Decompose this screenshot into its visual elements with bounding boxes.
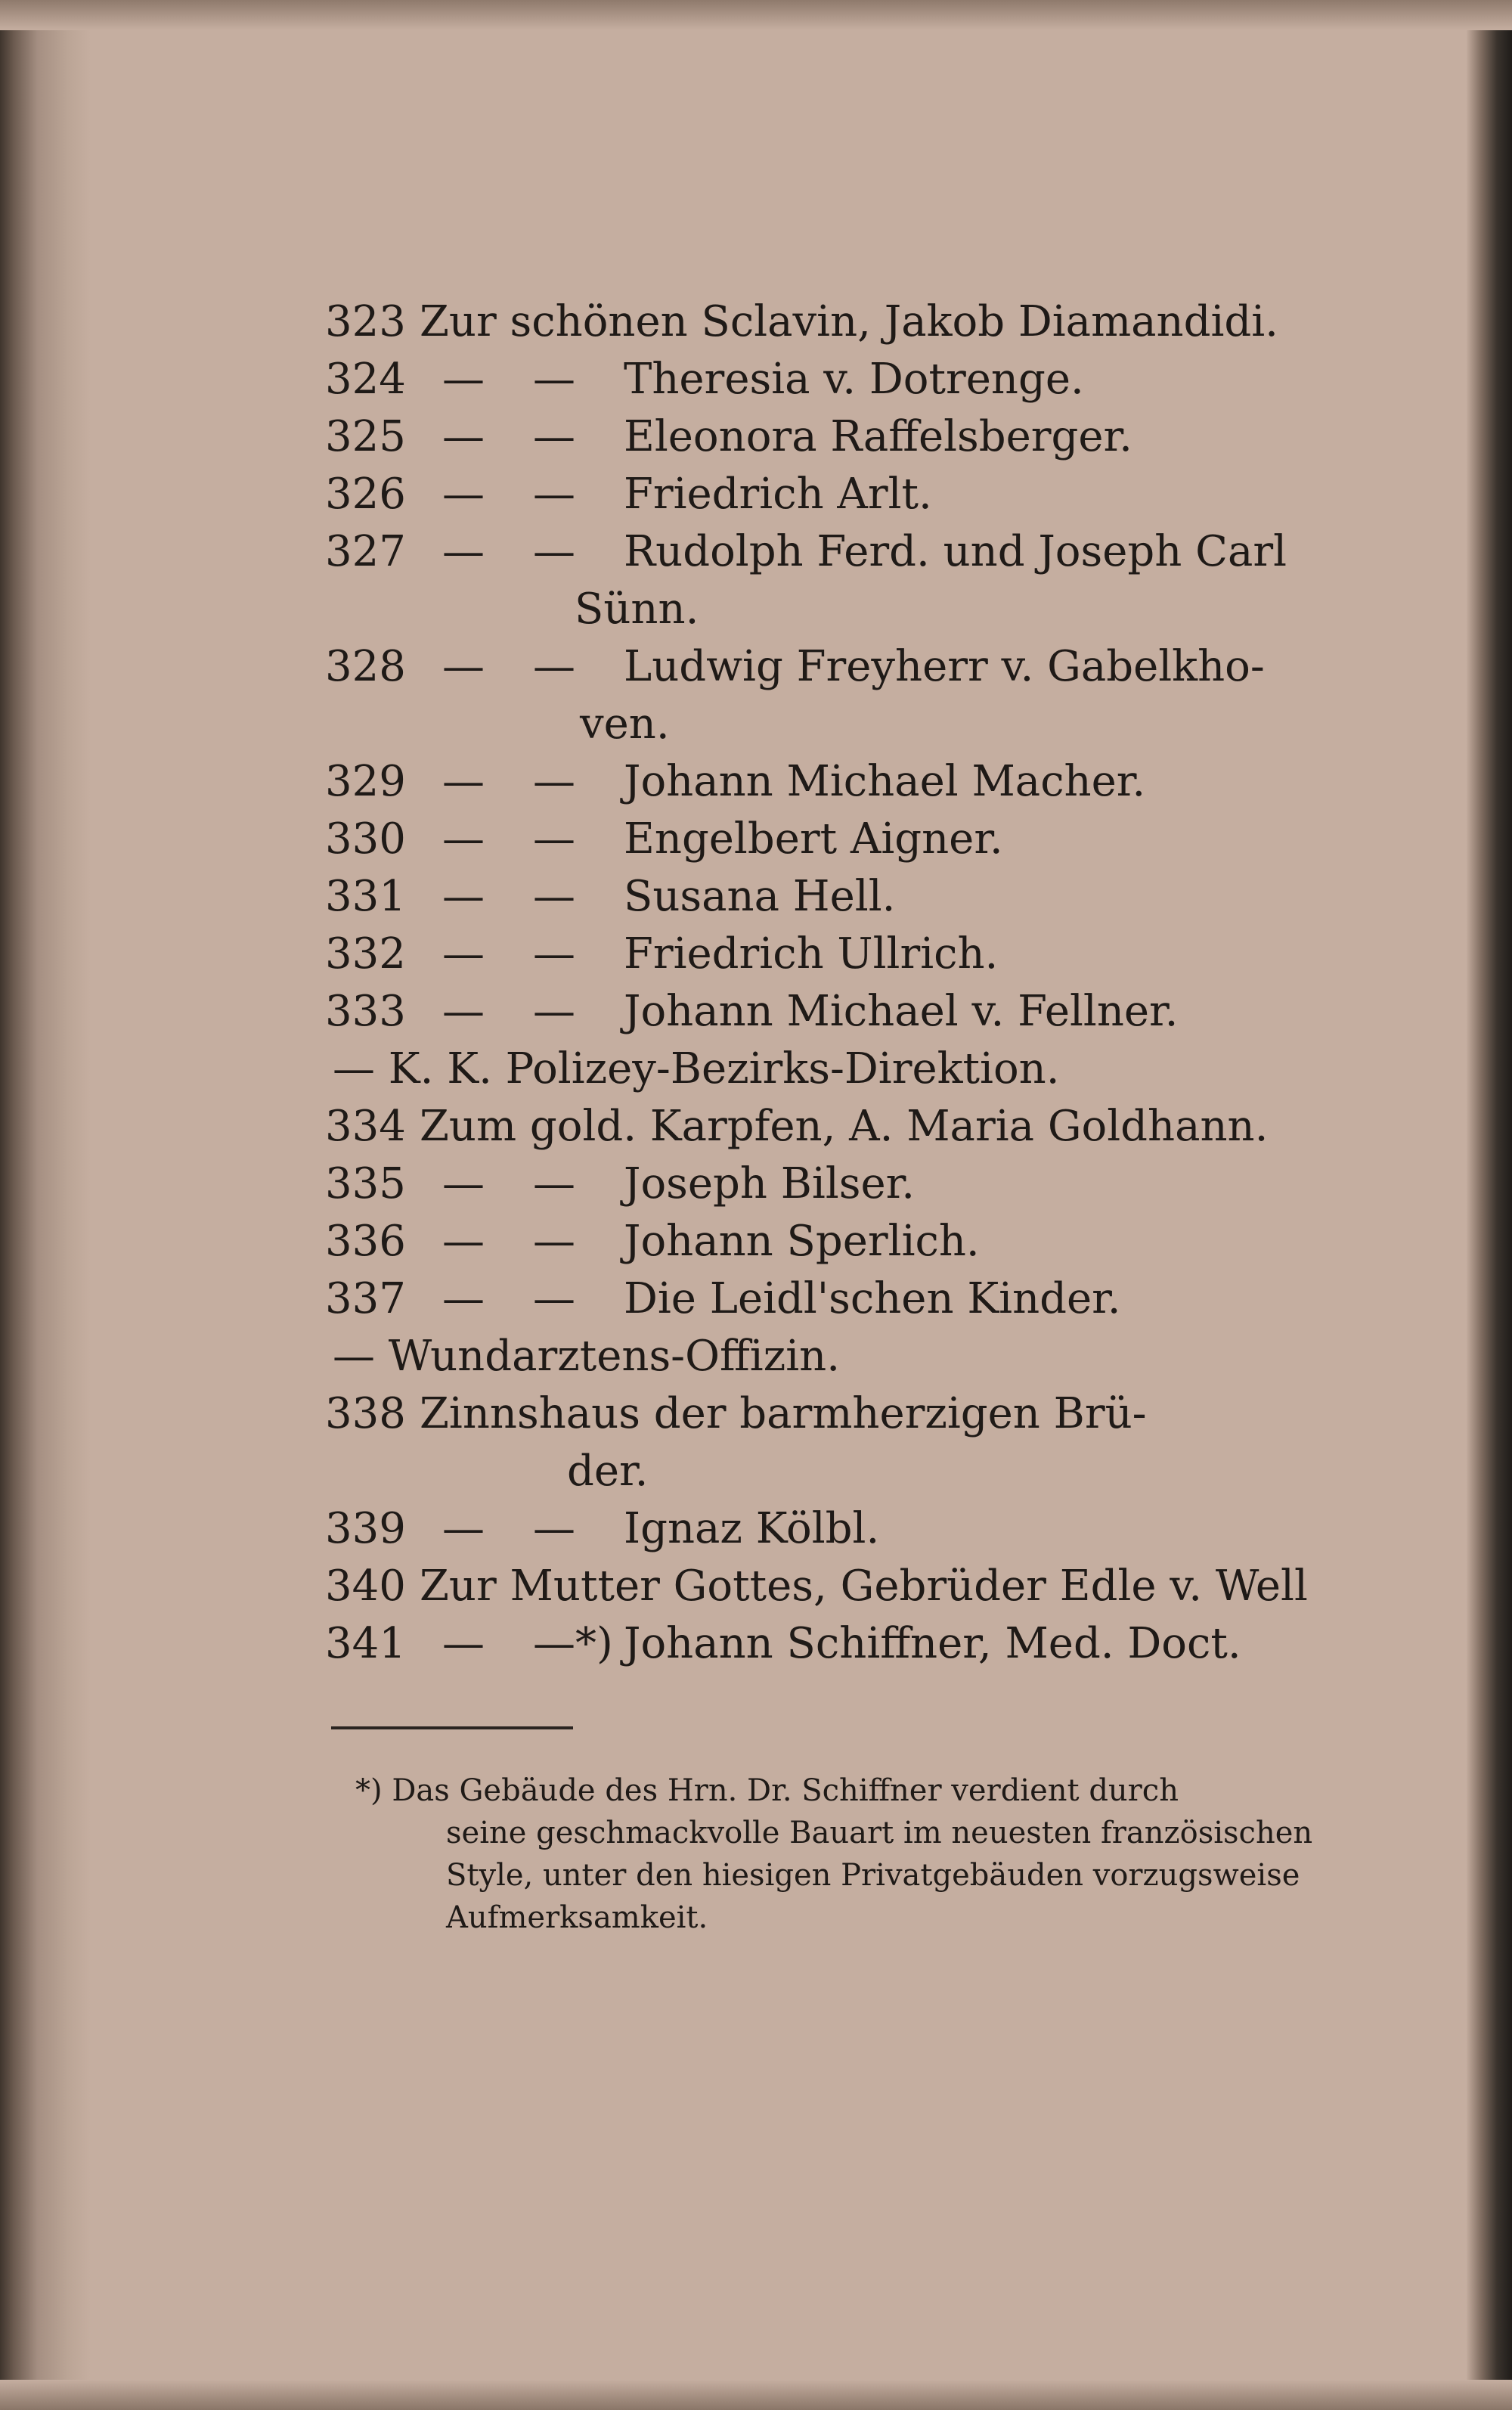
entry-text: Zur schönen Sclavin, Jakob Diamandidi. [420, 297, 1278, 346]
ditto-dash: — [442, 1217, 485, 1266]
entry-owner: Johann Sperlich. [624, 1217, 980, 1266]
entry-number: 331 [325, 872, 406, 921]
entry-336 [325, 1213, 1338, 1270]
entry-number: 338 [325, 1389, 406, 1438]
entry-continuation: ven. [580, 699, 670, 749]
entry-text: Zinnshaus der barmherzigen Brü- [420, 1389, 1147, 1438]
ditto-dash: — [442, 527, 485, 576]
footnote-line [355, 1812, 1338, 1854]
ditto-dash: — [533, 872, 575, 921]
entry-owner: Engelbert Aigner. [624, 814, 1003, 864]
footnote-line [355, 1770, 1338, 1812]
entry-338-continuation [325, 1443, 1338, 1500]
ditto-dash: — [442, 355, 485, 404]
sub-entry-text: — K. K. Polizey-Bezirks-Direktion. [333, 1044, 1060, 1093]
entry-327 [325, 523, 1338, 581]
entry-owner: Die Leidl'schen Kinder. [624, 1274, 1121, 1323]
ditto-dash: — [442, 1619, 485, 1668]
page-top-edge [0, 0, 1512, 30]
entry-owner: Rudolph Ferd. und Joseph Carl [624, 527, 1287, 576]
ditto-dash: — [442, 1504, 485, 1553]
entry-number: 323 [325, 297, 406, 346]
entry-332 [325, 926, 1338, 983]
entry-329 [325, 753, 1338, 811]
sub-entry-text: — Wundarztens-Offizin. [333, 1332, 840, 1381]
entry-owner: Johann Michael Macher. [624, 757, 1146, 806]
entry-328-continuation [325, 696, 1338, 753]
entry-number: 325 [325, 412, 406, 461]
footnote-line [355, 1854, 1338, 1897]
entry-text: Zum gold. Karpfen, A. Maria Goldhann. [420, 1102, 1269, 1151]
sub-entry-wundarzt [325, 1328, 1338, 1385]
entry-owner: Friedrich Arlt. [624, 470, 932, 519]
ditto-dash: — [442, 1274, 485, 1323]
entry-number: 340 [325, 1562, 406, 1611]
footnote-text: Aufmerksamkeit. [446, 1900, 708, 1935]
entry-331 [325, 868, 1338, 926]
entry-number: 332 [325, 929, 406, 979]
entry-number: 326 [325, 470, 406, 519]
entry-333 [325, 983, 1338, 1041]
sub-entry-polizey [325, 1041, 1338, 1098]
footnote-separator-rule [331, 1726, 573, 1729]
entry-owner: Johann Schiffner, Med. Doct. [624, 1619, 1241, 1668]
entry-330 [325, 811, 1338, 868]
entry-number: 339 [325, 1504, 406, 1553]
footnote-line [355, 1897, 1338, 1939]
ditto-dash: — [533, 470, 575, 519]
ditto-dash: — [442, 929, 485, 979]
entry-number: 329 [325, 757, 406, 806]
entry-337 [325, 1270, 1338, 1328]
footnote-text: seine geschmackvolle Bauart im neuesten französischen [446, 1816, 1313, 1850]
entry-owner: Johann Michael v. Fellner. [624, 987, 1179, 1036]
entry-number: 330 [325, 814, 406, 864]
entry-number: 328 [325, 642, 406, 691]
ditto-dash: — [442, 814, 485, 864]
entry-owner: Ignaz Kölbl. [624, 1504, 880, 1553]
entry-334 [325, 1098, 1338, 1155]
entry-owner: Friedrich Ullrich. [624, 929, 999, 979]
ditto-dash: — [442, 872, 485, 921]
entry-338 [325, 1385, 1338, 1443]
entry-328 [325, 638, 1338, 696]
entry-owner: Susana Hell. [624, 872, 896, 921]
ditto-dash: — [442, 987, 485, 1036]
ditto-dash: — [533, 642, 575, 691]
entry-324 [325, 351, 1338, 408]
entry-owner: Theresia v. Dotrenge. [624, 355, 1084, 404]
entry-number: 337 [325, 1274, 406, 1323]
ditto-dash: — [442, 642, 485, 691]
ditto-dash: — [442, 412, 485, 461]
ditto-dash: —*) [533, 1619, 613, 1668]
entry-owner: Eleonora Raffelsberger. [624, 412, 1132, 461]
ditto-dash: — [533, 412, 575, 461]
house-register-list [325, 293, 1338, 1673]
entry-323 [325, 293, 1338, 351]
ditto-dash: — [442, 470, 485, 519]
ditto-dash: — [533, 1504, 575, 1553]
ditto-dash: — [533, 987, 575, 1036]
ditto-dash: — [533, 1217, 575, 1266]
entry-number: 335 [325, 1159, 406, 1208]
entry-341 [325, 1615, 1338, 1673]
ditto-dash: — [533, 814, 575, 864]
page-bottom-edge [0, 2380, 1512, 2410]
page-binding-left [0, 0, 91, 2410]
entry-continuation: der. [567, 1447, 649, 1496]
ditto-dash: — [533, 929, 575, 979]
ditto-dash: — [442, 1159, 485, 1208]
entry-owner: Ludwig Freyherr v. Gabelkho- [624, 642, 1265, 691]
ditto-dash: — [533, 1159, 575, 1208]
entry-325 [325, 408, 1338, 466]
entry-326 [325, 466, 1338, 523]
entry-327-continuation [325, 581, 1338, 638]
ditto-dash: — [533, 757, 575, 806]
ditto-dash: — [533, 527, 575, 576]
ditto-dash: — [533, 355, 575, 404]
footnote-text: Style, unter den hiesigen Privatgebäuden vorzugsweise [446, 1858, 1300, 1893]
entry-number: 333 [325, 987, 406, 1036]
ditto-dash: — [533, 1274, 575, 1323]
ditto-dash: — [442, 757, 485, 806]
entry-340 [325, 1558, 1338, 1615]
page-edge-right [1467, 0, 1512, 2410]
entry-339 [325, 1500, 1338, 1558]
entry-335 [325, 1155, 1338, 1213]
entry-number: 327 [325, 527, 406, 576]
footnote-text: *) Das Gebäude des Hrn. Dr. Schiffner verdient durch [355, 1773, 1179, 1808]
entry-continuation: Sünn. [575, 585, 699, 634]
entry-number: 336 [325, 1217, 406, 1266]
entry-number: 324 [325, 355, 406, 404]
entry-owner: Joseph Bilser. [624, 1159, 916, 1208]
footnote [355, 1770, 1338, 1939]
entry-number: 334 [325, 1102, 406, 1151]
entry-number: 341 [325, 1619, 406, 1668]
entry-text: Zur Mutter Gottes, Gebrüder Edle v. Well [420, 1562, 1308, 1611]
